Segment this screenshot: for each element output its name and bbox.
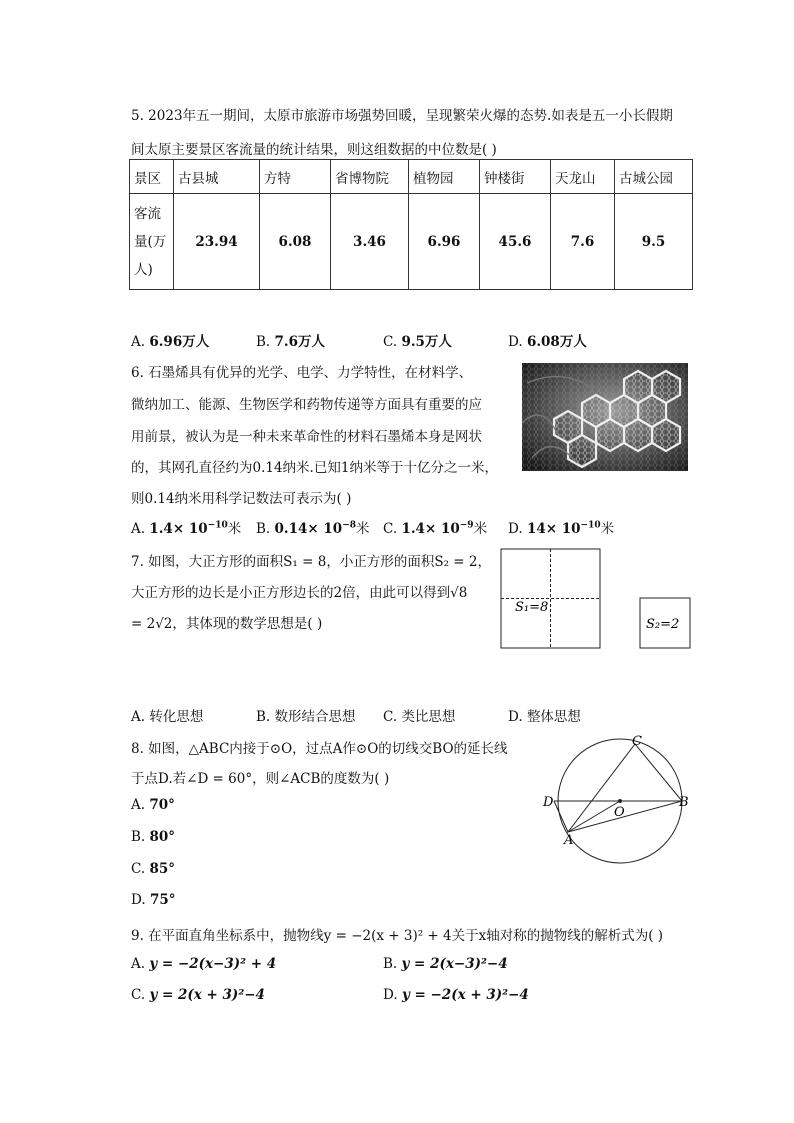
center-point	[618, 799, 622, 803]
q6-stem-line: 的，其网孔直径约为0.14纳米.已知1纳米等于十亿分之一米，	[131, 460, 498, 476]
option-text: y = −2(x−3)² + 4	[149, 956, 277, 972]
option-text: 类比思想	[401, 709, 456, 725]
q7-stem-line: 大正方形的边长是小正方形边长的2倍，由此可以得到√8	[131, 585, 468, 601]
table-header-cell: 天龙山	[551, 160, 615, 194]
table-cell: 3.46	[331, 194, 409, 290]
option-letter: B.	[131, 829, 146, 845]
table-cell: 7.6	[551, 194, 615, 290]
option-letter: D.	[508, 334, 523, 350]
q5-option-a[interactable]	[131, 330, 209, 350]
q8-stem-line: 8. 如图，△ABC内接于⊙O，过点A作⊙O的切线交BO的延长线	[131, 741, 508, 757]
option-letter: D.	[383, 987, 398, 1003]
q9-option-d[interactable]	[383, 987, 529, 1003]
q6-option-a[interactable]: A. $1.4\times 10^{-10}$米	[131, 520, 242, 537]
q5-table	[129, 159, 693, 290]
table-header-cell: 古城公园	[615, 160, 693, 194]
q7-squares-figure	[500, 548, 692, 650]
option-letter: D.	[131, 892, 146, 908]
option-coef: 14	[526, 521, 546, 537]
option-text: 7.6万人	[274, 334, 326, 350]
option-text: 6.08万人	[526, 334, 587, 350]
q6-option-b[interactable]: B. $0.14\times 10^{-8}$米	[256, 520, 370, 537]
option-text: 70°	[149, 797, 175, 813]
option-letter: C.	[383, 521, 398, 537]
q8-circle-figure	[538, 734, 696, 864]
table-cell: 6.08	[260, 194, 331, 290]
option-letter: A.	[131, 709, 146, 725]
q8-stem-line: 于点D.若∠D = 60°，则∠ACB的度数为( )	[131, 771, 390, 787]
q6-option-d[interactable]: D. $14\times 10^{-10}$米	[508, 520, 615, 537]
option-text: 85°	[149, 861, 175, 877]
table-header-cell: 钟楼街	[480, 160, 551, 194]
option-letter: A.	[131, 521, 146, 537]
option-exponent: −9	[459, 520, 474, 531]
q7-stem-line: = 2√2，其体现的数学思想是( )	[131, 616, 323, 632]
label-c: C	[632, 734, 642, 749]
option-letter: A.	[131, 334, 146, 350]
option-text: 75°	[149, 892, 176, 908]
table-header-cell: 植物园	[409, 160, 480, 194]
table-row	[130, 194, 693, 290]
table-header-row	[130, 160, 693, 194]
option-text: 6.96万人	[149, 334, 210, 350]
table-cell: 23.94	[174, 194, 260, 290]
table-header-cell: 古县城	[174, 160, 260, 194]
option-letter: B.	[256, 709, 271, 725]
q9-option-a[interactable]	[131, 956, 276, 972]
q7-option-c[interactable]	[383, 705, 455, 725]
q6-stem-line: 则0.14纳米用科学记数法可表示为( )	[131, 491, 352, 507]
label-d: D	[543, 795, 554, 810]
label-b: B	[679, 795, 689, 810]
option-unit: 米	[600, 521, 615, 537]
option-exponent: −8	[342, 520, 357, 531]
option-letter: D.	[508, 521, 523, 537]
q9-option-c[interactable]	[131, 987, 265, 1003]
option-letter: C.	[383, 334, 398, 350]
option-coef: 1.4	[401, 521, 425, 537]
option-exponent: −10	[207, 520, 228, 531]
option-text: 整体思想	[526, 709, 581, 725]
option-letter: B.	[383, 956, 398, 972]
option-letter: C.	[131, 987, 146, 1003]
option-coef: 0.14	[274, 521, 308, 537]
option-unit: 米	[356, 521, 370, 537]
option-text: y = 2(x−3)²−4	[401, 956, 508, 972]
q5-option-c[interactable]	[383, 330, 452, 350]
option-exponent: −10	[580, 520, 601, 531]
q7-option-d[interactable]	[508, 705, 581, 725]
option-text: y = −2(x + 3)²−4	[401, 987, 529, 1003]
option-text: 9.5万人	[401, 334, 452, 350]
label-a: A	[564, 833, 574, 848]
q7-option-b[interactable]	[256, 705, 356, 725]
option-letter: B.	[256, 521, 271, 537]
option-letter: D.	[508, 709, 523, 725]
option-letter: C.	[383, 709, 398, 725]
q6-stem-line: 6. 石墨烯具有优异的光学、电学、力学特性，在材料学、	[131, 365, 473, 381]
option-coef: 1.4	[149, 521, 173, 537]
q9-option-b[interactable]	[383, 956, 508, 972]
q6-stem-line: 微纳加工、能源、生物医学和药物传递等方面具有重要的应	[131, 397, 482, 413]
q6-stem-line: 用前景，被认为是一种未来革命性的材料石墨烯本身是网状	[131, 429, 482, 445]
q7-stem-line: 7. 如图，大正方形的面积S₁ = 8，小正方形的面积S₂ = 2，	[131, 554, 491, 570]
q6-option-c[interactable]: C. $1.4\times 10^{-9}$米	[383, 520, 488, 537]
option-letter: C.	[131, 861, 146, 877]
table-cell: 9.5	[615, 194, 693, 290]
table-cell: 45.6	[480, 194, 551, 290]
table-header-cell: 景区	[130, 160, 174, 194]
q5-option-d[interactable]	[508, 330, 587, 350]
small-square-label: S₂=2	[646, 617, 680, 632]
q7-option-a[interactable]	[131, 705, 203, 725]
segment-ao	[568, 801, 620, 832]
option-unit: 米	[473, 521, 488, 537]
big-square	[501, 549, 600, 648]
table-header-cell: 方特	[260, 160, 331, 194]
q8-option-b[interactable]	[131, 829, 175, 845]
option-text: 数形结合思想	[274, 709, 356, 725]
option-letter: A.	[131, 797, 146, 813]
q5-stem-line-2: 间太原主要景区客流量的统计结果，则这组数据的中位数是( )	[131, 142, 497, 158]
q5-stem-line-1: 5. 2023年五一期间，太原市旅游市场强势回暖，呈现繁荣火爆的态势.如表是五一小长假期	[131, 108, 673, 124]
option-unit: 米	[227, 521, 242, 537]
table-row-label: 客流量(万人)	[130, 194, 174, 290]
triangle-abc	[568, 744, 682, 832]
table-cell: 6.96	[409, 194, 480, 290]
graphene-photo	[522, 363, 688, 471]
label-o: O	[614, 805, 625, 820]
option-letter: B.	[256, 334, 271, 350]
q9-stem-line: 9. 在平面直角坐标系中，抛物线y = −2(x + 3)² + 4关于x轴对称的抛物线的解析式为( )	[131, 928, 664, 944]
tangent-da	[554, 801, 568, 832]
q8-option-c[interactable]	[131, 861, 175, 877]
q8-option-a[interactable]	[131, 797, 175, 813]
q8-option-d[interactable]	[131, 892, 175, 908]
option-text: y = 2(x + 3)²−4	[149, 987, 265, 1003]
table-header-cell: 省博物院	[331, 160, 409, 194]
option-text: 转化思想	[149, 709, 204, 725]
big-square-label: S₁=8	[515, 600, 549, 615]
q5-option-b[interactable]	[256, 330, 325, 350]
option-text: 80°	[149, 829, 176, 845]
option-letter: A.	[131, 956, 146, 972]
